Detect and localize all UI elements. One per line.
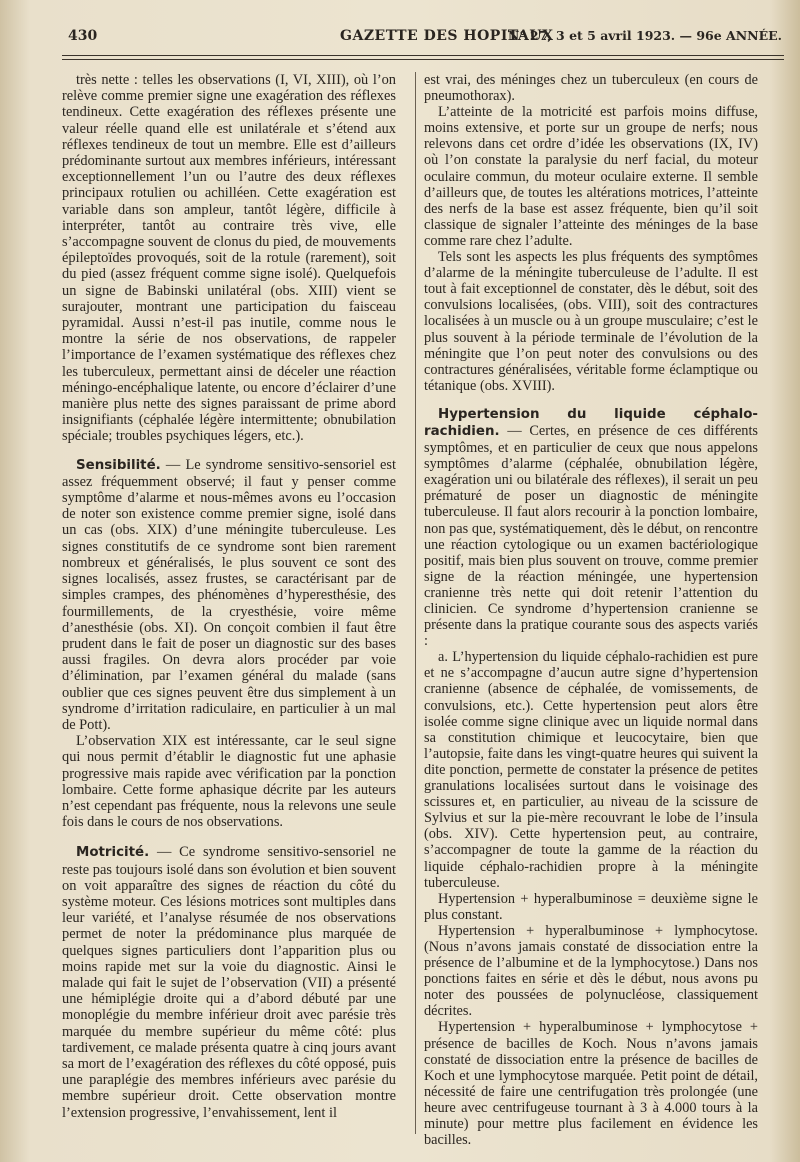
paragraph-hypertension — [424, 406, 758, 649]
section-heading-sensibilite: Sensibilité. — [76, 457, 161, 473]
paragraph-aspect-a: a. L’hypertension du liquide céphalo-rachidien est pure et ne s’accompagne d’aucun autre signe d’hypertension cranienne (absence de céphalée, de vomissements, de convulsions, etc.). Cette hypertension peut alors être isolée comme signe clinique avec un liquide normal dans sa constitution chimique et leucocytaire, bien que l’autopsie, faite dans les vingt-quatre heures qui suivent la dite ponction, permette de constater la présence de petites granulations localisées surtout dans le voisinage des scissures et, en particulier, au niveau de la scissure de Sylvius et sur la pie-mère recouvrant le lobe de l’insula (obs. XIV). Cette hypertension peut, au contraire, s’accompagner de toute la gamme de la réaction du liquide céphalo-rachidien propre à la méningite tuberculeuse. — [424, 649, 758, 891]
sensibilite-text: — Le syndrome sensitivo-sensoriel est assez fréquemment observé; il faut y penser comme symptôme d’alarme et nous-mêmes avons eu l’occasion de noter son existence comme premier signe, isolé dans un cas (obs. XIX) d’une méningite tuberculeuse. Les signes constitutifs de ce syndrome sont bien rarement nombreux et généralisés, le plus souvent ce sont des signes localisés, assez frustes, se caractérisant par de simples crampes, des phénomènes d’hyperesthésie, des fourmillements, de la cryesthésie, voire même d’anesthésie (obs. XI). On conçoit combien il faut être prudent dans le fait de poser un diagnostic sur des bases aussi fragiles. On devra alors procéder par voie d’élimination, par l’examen général du malade (sans oublier que ces signes peuvent être dus simplement à un syndrome d’irritation radiculaire, en particulier à un mal de Pott). — [62, 456, 396, 733]
paragraph-continuation: est vrai, des méninges chez un tuberculeux (en cours de pneumothorax). — [424, 72, 758, 105]
paragraph-motricite — [62, 844, 396, 1120]
paragraph-sensibilite — [62, 457, 396, 733]
paragraph-aspect-c: Hypertension + hyperalbuminose + lymphocytose. (Nous n’avons jamais constaté de dissociation entre la présence de l’albumine et de la lymphocytose.) Dans nos ponctions faites en série et dès le début, nous avons pu noter des poussées de polynucléose, classiquement décrites. — [424, 922, 758, 1020]
motricite-text: — Ce syndrome sensitivo-sensoriel ne reste pas toujours isolé dans son évolution et bien souvent on voit apparaître des signes de réaction du côté du système moteur. Ces lésions motrices sont multiples dans leur variété, et l’analyse résumée de nos observations permet de noter la prédominance plus marquée de quelques signes particuliers dont l’apparition plus ou moins rapide met sur la voie du diagnostic. Ainsi le malade qui fait le sujet de l’observation (VII) a présenté une hémiplégie droite qui a d’abord débuté par une monoplégie du membre inférieur droit avec parésie très marquée du membre supérieur du même côté: plus tardivement, ce malade présenta quatre à cinq jours avant sa mort de l’exagération des réflexes du côté opposé, puis une paraplégie des membres inférieurs avec parésie du membre supérieur droit. Cette observation montre l’extension progressive, l’envahissement, lent il — [62, 844, 396, 1121]
right-column — [424, 72, 758, 1148]
paragraph-motricite-nerfs: L’atteinte de la motricité est parfois moins diffuse, moins extensive, et porte sur un groupe de nerfs; nous relevons dans cet ordre d’idée les observations (IX, IV) où l’on constate la paralysie du nerf facial, du moteur oculaire commun, du moteur oculaire externe. Il semble d’ailleurs que, de toutes les altérations motrices, l’atteinte des nerfs de la base est assez fréquente, bien qu’il soit classique de signaler l’atteinte des méninges de la base comme rare chez l’adulte. — [424, 104, 758, 249]
issue-info: N° 27, 3 et 5 avril 1923. — 96e ANNÉE. — [507, 28, 782, 43]
header-rule-top — [62, 55, 784, 56]
header-rule-bottom — [62, 59, 784, 60]
page-number: 430 — [68, 28, 98, 44]
hypertension-text: — Certes, en présence de ces différents symptômes, et en particulier de ceux que nous appelons symptômes d’alarme (céphalée, obnubilation légère, exagération uni ou bilatérale des réflexes), il serait un peu prématuré de poser un diagnostic de méningite tuberculeuse. Il faut alors recourir à la ponction lombaire, non pas que, systématiquement, dès le début, on rencontre une réaction cytologique ou un examen bactériologique positif, mais bien plus souvent on trouve, comme premier signe de la réaction méningée, une hypertension cranienne très nette qui doit retenir l’attention du clinicien. Ce syndrome d’hypertension cranienne se présente dans la pratique courante sous des aspects variés : — [424, 422, 758, 650]
paragraph-reflexes: très nette : telles les observations (I, VI, XIII), où l’on relève comme premier signe une exagération des réflexes tendineux. Cette exagération des réflexes présente une valeur réelle quand elle est unilatérale et s’étend aux réflexes tendineux de tout un membre. Elle est d’ailleurs prédominante surtout aux membres inférieurs, intéressant exceptionnellement l’un ou l’autre des deux réflexes principaux rotulien ou achilléen. Cette exagération est variable dans son ampleur, tantôt légère, difficile à interpréter, tantôt au contraire très vive, elle s’accompagne souvent de clonus du pied, de mouvements épileptoïdes provoqués, soit de la rotule (rarement), soit du pied (assez fréquent comme signe isolé). Quelquefois un signe de Babinski unilatéral (obs. XIII) vient se surajouter, montrant une participation du faisceau pyramidal. Aussi n’est-il pas inutile, comme nous le montre la série de nos observations, de rappeler l’importance de l’examen systématique des réflexes chez les tuberculeux, permettant ainsi de déceler une réaction méningo-encéphalique latente, ou encore d’éclairer d’une manière plus nette des signes paraissant de prime abord insignifiants (céphalée légère intermittente; obnubilation spéciale; troubles psychiques légers, etc.). — [62, 72, 396, 445]
paragraph-aspect-b: Hypertension + hyperalbuminose = deuxième signe le plus constant. — [424, 890, 758, 923]
section-heading-motricite: Motricité. — [76, 845, 150, 861]
paragraph-aspect-d: Hypertension + hyperalbuminose + lymphocytose + présence de bacilles de Koch. Nous n’avons jamais constaté de dissociation entre la présence de bacilles de Koch et une lymphocytose marquée. Petit point de détail, nécessité de faire une centrifugation très prolongée (une heure avec centrifugeuse tournant à 3 à 4.000 tours à la minute) pour mettre plus facilement en évidence les bacilles. — [424, 1019, 758, 1149]
left-column — [62, 72, 396, 1121]
running-header — [62, 28, 782, 52]
column-divider — [415, 72, 416, 1134]
paragraph-aspects: Tels sont les aspects les plus fréquents des symptômes d’alarme de la méningite tuberculeuse de l’adulte. Il est tout à fait exceptionnel de constater, dès le début, soit des convulsions localisées, (obs. VIII), soit des contractures localisées à un muscle ou à un groupe musculaire; c’est le plus souvent à la période terminale de l’évolution de la méningite que l’on peut noter des convulsions ou des contractures généralisées, véritable forme éclamptique ou tétanique (obs. XVIII). — [424, 249, 758, 394]
journal-title: GAZETTE DES HOPITAUX — [340, 28, 554, 44]
paragraph-observation-xix: L’observation XIX est intéressante, car le seul signe qui nous permit d’établir le diagnostic fut une aphasie progressive mais rapide avec vérification par la ponction lombaire. Cette forme aphasique décrite par les auteurs n’est cependant pas fréquente, nous la relevons une seule fois dans le cours de nos observations. — [62, 733, 396, 831]
section-heading-hypertension: Hypertension du liquide céphalo-rachidien. — [424, 406, 758, 439]
